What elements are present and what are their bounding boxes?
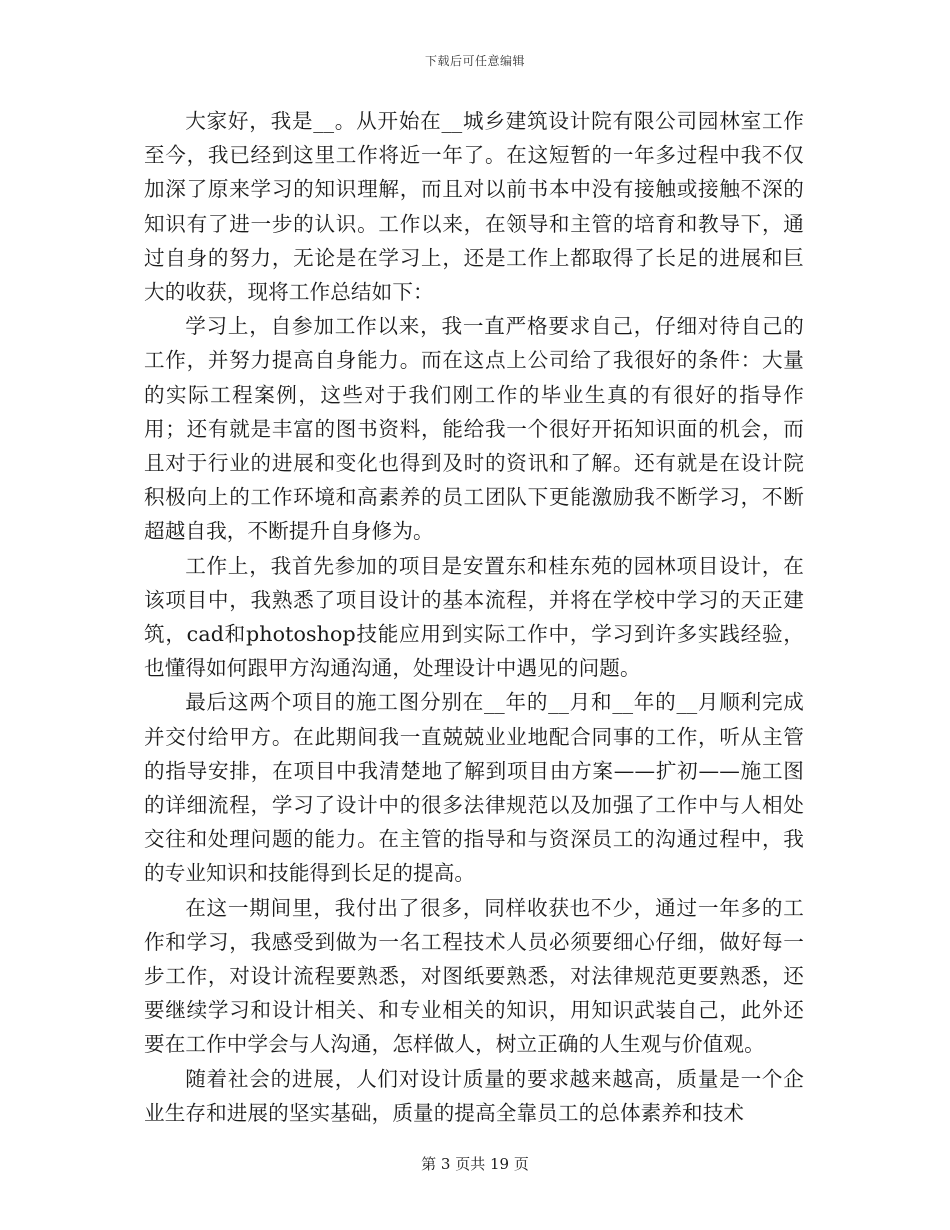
paragraph-construction-drawings: 最后这两个项目的施工图分别在__年的__月和__年的__月顺利完成并交付给甲方。在此期间我一直兢兢业业地配合同事的工作，听从主管的指导安排，在项目中我清楚地了解到项目由方案——扩初——施工图的详细流程，学习了设计中的很多法律规范以及加强了工作中与人相处交往和处理问题的能力。在主管的指导和与资深员工的沟通过程中，我的专业知识和技能得到长足的提高。 [144, 690, 804, 886]
paragraph-reflection: 在这一期间里，我付出了很多，同样收获也不少，通过一年多的工作和学习，我感受到做为一名工程技术人员必须要细心仔细，做好每一步工作，对设计流程要熟悉，对图纸要熟悉，对法律规范更要熟悉，还要继续学习和设计相关、和专业相关的知识，用知识武装自己，此外还要在工作中学会与人沟通，怎样做人，树立正确的人生观与价值观。 [144, 895, 804, 1057]
paragraph-quality: 随着社会的进展，人们对设计质量的要求越来越高，质量是一个企业生存和进展的坚实基础，质量的提高全靠员工的总体素养和技术 [144, 1066, 804, 1125]
paragraph-intro: 大家好，我是__。从开始在__城乡建筑设计院有限公司园林室工作至今，我已经到这里工作将近一年了。在这短暂的一年多过程中我不仅加深了原来学习的知识理解，而且对以前书本中没有接触或接触不深的知识有了进一步的认识。工作以来，在领导和主管的培育和教导下，通过自身的努力，无论是在学习上，还是工作上都取得了长足的进展和巨大的收获，现将工作总结如下： [144, 109, 804, 305]
page-header: 下载后可任意编辑 [424, 54, 525, 68]
paragraph-work: 工作上，我首先参加的项目是安置东和桂东苑的园林项目设计，在该项目中，我熟悉了项目设计的基本流程，并将在学校中学习的天正建筑，cad和photoshop技能应用到实际工作中，学习到许多实践经验，也懂得如何跟甲方沟通沟通，处理设计中遇见的问题。 [144, 553, 804, 681]
document-body [144, 104, 804, 1130]
paragraph-study: 学习上，自参加工作以来，我一直严格要求自己，仔细对待自己的工作，并努力提高自身能力。而在这点上公司给了我很好的条件：大量的实际工程案例，这些对于我们刚工作的毕业生真的有很好的指导作用；还有就是丰富的图书资料，能给我一个很好开拓知识面的机会，而且对于行业的进展和变化也得到及时的资讯和了解。还有就是在设计院积极向上的工作环境和高素养的员工团队下更能激励我不断学习，不断超越自我，不断提升自身修为。 [144, 314, 804, 544]
page-number: 第 3 页共 19 页 [421, 1155, 529, 1173]
